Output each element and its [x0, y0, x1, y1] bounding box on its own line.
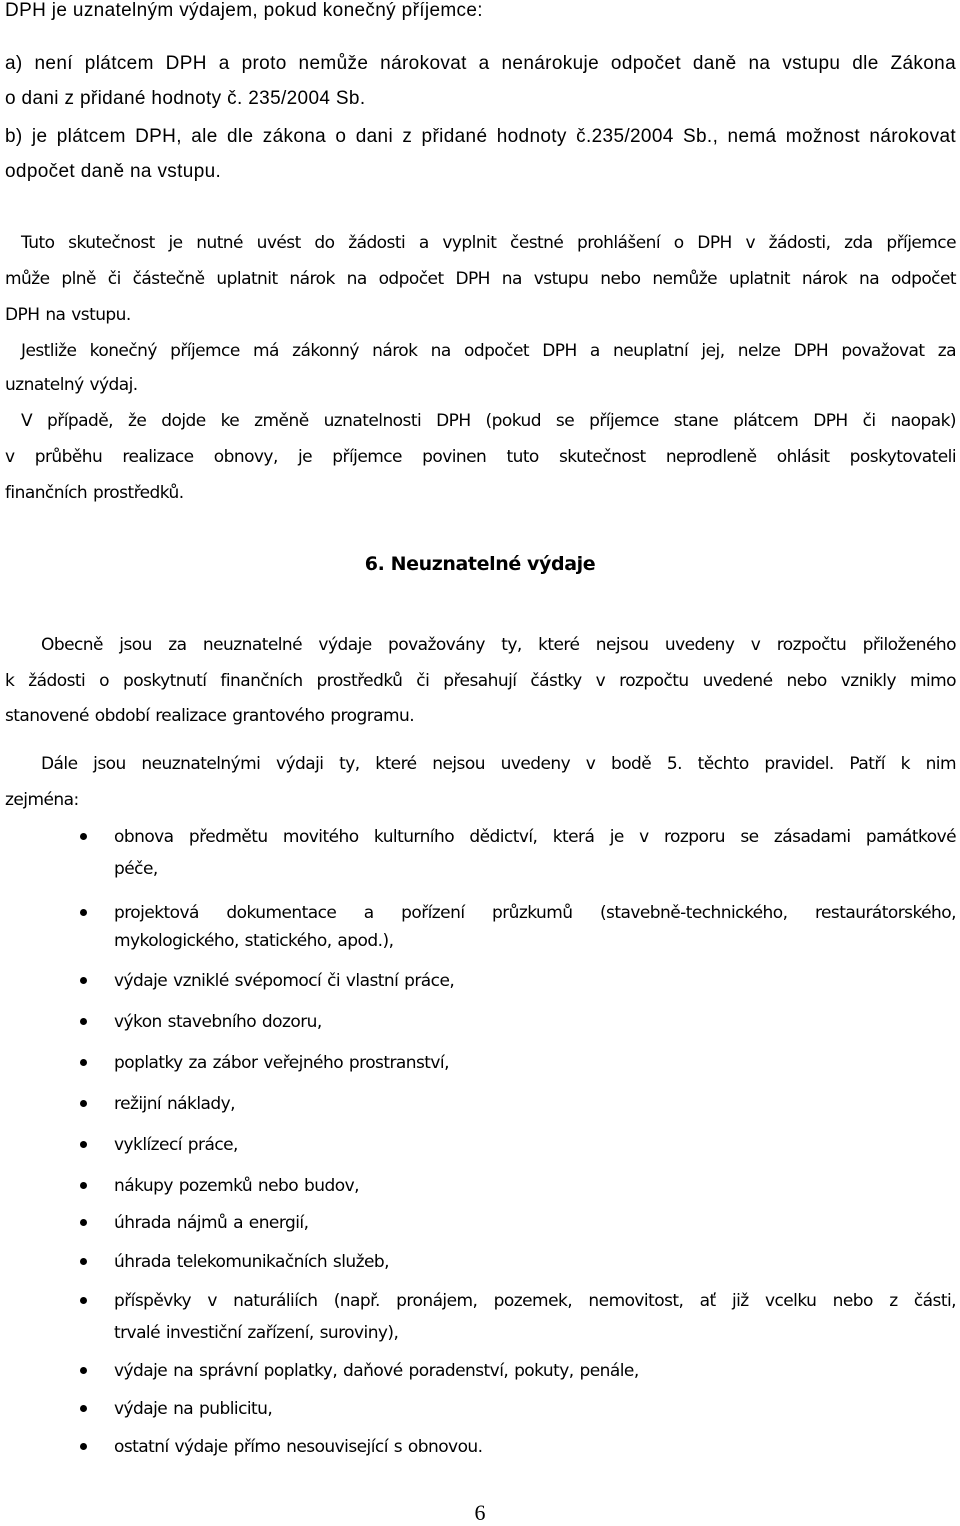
bullet-icon — [80, 1367, 87, 1374]
paragraph-declaration-line-3: DPH na vstupu. — [5, 305, 131, 325]
list-item-line-1: výdaje na publicitu, — [114, 1399, 273, 1419]
list-item-line-1: obnova předmětu movitého kulturního dědictví, která je v rozporu se zásadami památkové — [114, 827, 956, 847]
bullet-icon — [80, 1141, 87, 1148]
bullet-icon — [80, 1059, 87, 1066]
paragraph-general-line-3: stanovené období realizace grantového programu. — [5, 706, 415, 726]
condition-a-line-2: o dani z přidané hodnoty č. 235/2004 Sb. — [5, 88, 366, 109]
bullet-icon — [80, 1018, 87, 1025]
paragraph-change-line-1: V případě, že dojde ke změně uznatelnosti DPH (pokud se příjemce stane plátcem DPH či naopak) — [21, 411, 956, 431]
section-heading: 6. Neuznatelné výdaje — [364, 553, 596, 575]
paragraph-general-line-1: Obecně jsou za neuznatelné výdaje považovány ty, které nejsou uvedeny v rozpočtu přiloženého — [41, 635, 956, 655]
list-item-line-1: nákupy pozemků nebo budov, — [114, 1176, 359, 1196]
bullet-icon — [80, 1443, 87, 1450]
paragraph-further-line-1: Dále jsou neuznatelnými výdaji ty, které nejsou uvedeny v bodě 5. těchto pravidel. Patří k nim — [41, 754, 956, 774]
paragraph-general-line-2: k žádosti o poskytnutí finančních prostředků či přesahují částky v rozpočtu uvedené nebo vznikly mimo — [5, 671, 956, 691]
list-item-line-1: poplatky za zábor veřejného prostranství, — [114, 1053, 449, 1073]
bullet-icon — [80, 833, 87, 840]
paragraph-change-line-2: v průběhu realizace obnovy, je příjemce povinen tuto skutečnost neprodleně ohlásit poskytovateli — [5, 447, 956, 467]
bullet-icon — [80, 1405, 87, 1412]
bullet-icon — [80, 1182, 87, 1189]
list-item-line-1: úhrada nájmů a energií, — [114, 1213, 309, 1233]
bullet-icon — [80, 909, 87, 916]
bullet-icon — [80, 1219, 87, 1226]
condition-a-line-1: a) není plátcem DPH a proto nemůže nárokovat a nenárokuje odpočet daně na vstupu dle Zákona — [5, 53, 956, 74]
paragraph-declaration-line-2: může plně či částečně uplatnit nárok na odpočet DPH na vstupu nebo nemůže uplatnit nárok na odpočet — [5, 269, 956, 289]
bullet-icon — [80, 1258, 87, 1265]
list-item-line-1: ostatní výdaje přímo nesouvisející s obnovou. — [114, 1437, 483, 1457]
paragraph-change-line-3: finančních prostředků. — [5, 483, 184, 503]
list-item-line-1: výdaje na správní poplatky, daňové poradenství, pokuty, penále, — [114, 1361, 639, 1381]
list-item-line-1: úhrada telekomunikačních služeb, — [114, 1252, 390, 1272]
list-item-line-1: výdaje vzniklé svépomocí či vlastní práce, — [114, 971, 455, 991]
page-number: 6 — [474, 1500, 486, 1525]
bullet-icon — [80, 1297, 87, 1304]
list-item-line-2: péče, — [114, 859, 158, 879]
bullet-icon — [80, 1100, 87, 1107]
paragraph-unclaimed-line-1: Jestliže konečný příjemce má zákonný nárok na odpočet DPH a neuplatní jej, nelze DPH považovat za — [21, 341, 956, 361]
condition-b-line-2: odpočet daně na vstupu. — [5, 161, 222, 182]
list-item-line-1: projektová dokumentace a pořízení průzkumů (stavebně-technického, restaurátorského, — [114, 903, 956, 923]
condition-b-line-1: b) je plátcem DPH, ale dle zákona o dani z přidané hodnoty č.235/2004 Sb., nemá možnost nárokovat — [5, 126, 956, 147]
paragraph-unclaimed-line-2: uznatelný výdaj. — [5, 375, 138, 395]
list-item-line-2: trvalé investiční zařízení, suroviny), — [114, 1323, 399, 1343]
vat-eligibility-intro: DPH je uznatelným výdajem, pokud konečný příjemce: — [5, 0, 483, 21]
paragraph-further-line-2: zejména: — [5, 790, 79, 810]
list-item-line-1: výkon stavebního dozoru, — [114, 1012, 322, 1032]
list-item-line-1: příspěvky v naturáliích (např. pronájem, pozemek, nemovitost, ať již vcelku nebo z části, — [114, 1291, 956, 1311]
list-item-line-1: režijní náklady, — [114, 1094, 235, 1114]
bullet-icon — [80, 977, 87, 984]
paragraph-declaration-line-1: Tuto skutečnost je nutné uvést do žádosti a vyplnit čestné prohlášení o DPH v žádosti, zda příjemce — [21, 233, 956, 253]
list-item-line-2: mykologického, statického, apod.), — [114, 931, 394, 951]
list-item-line-1: vyklízecí práce, — [114, 1135, 238, 1155]
